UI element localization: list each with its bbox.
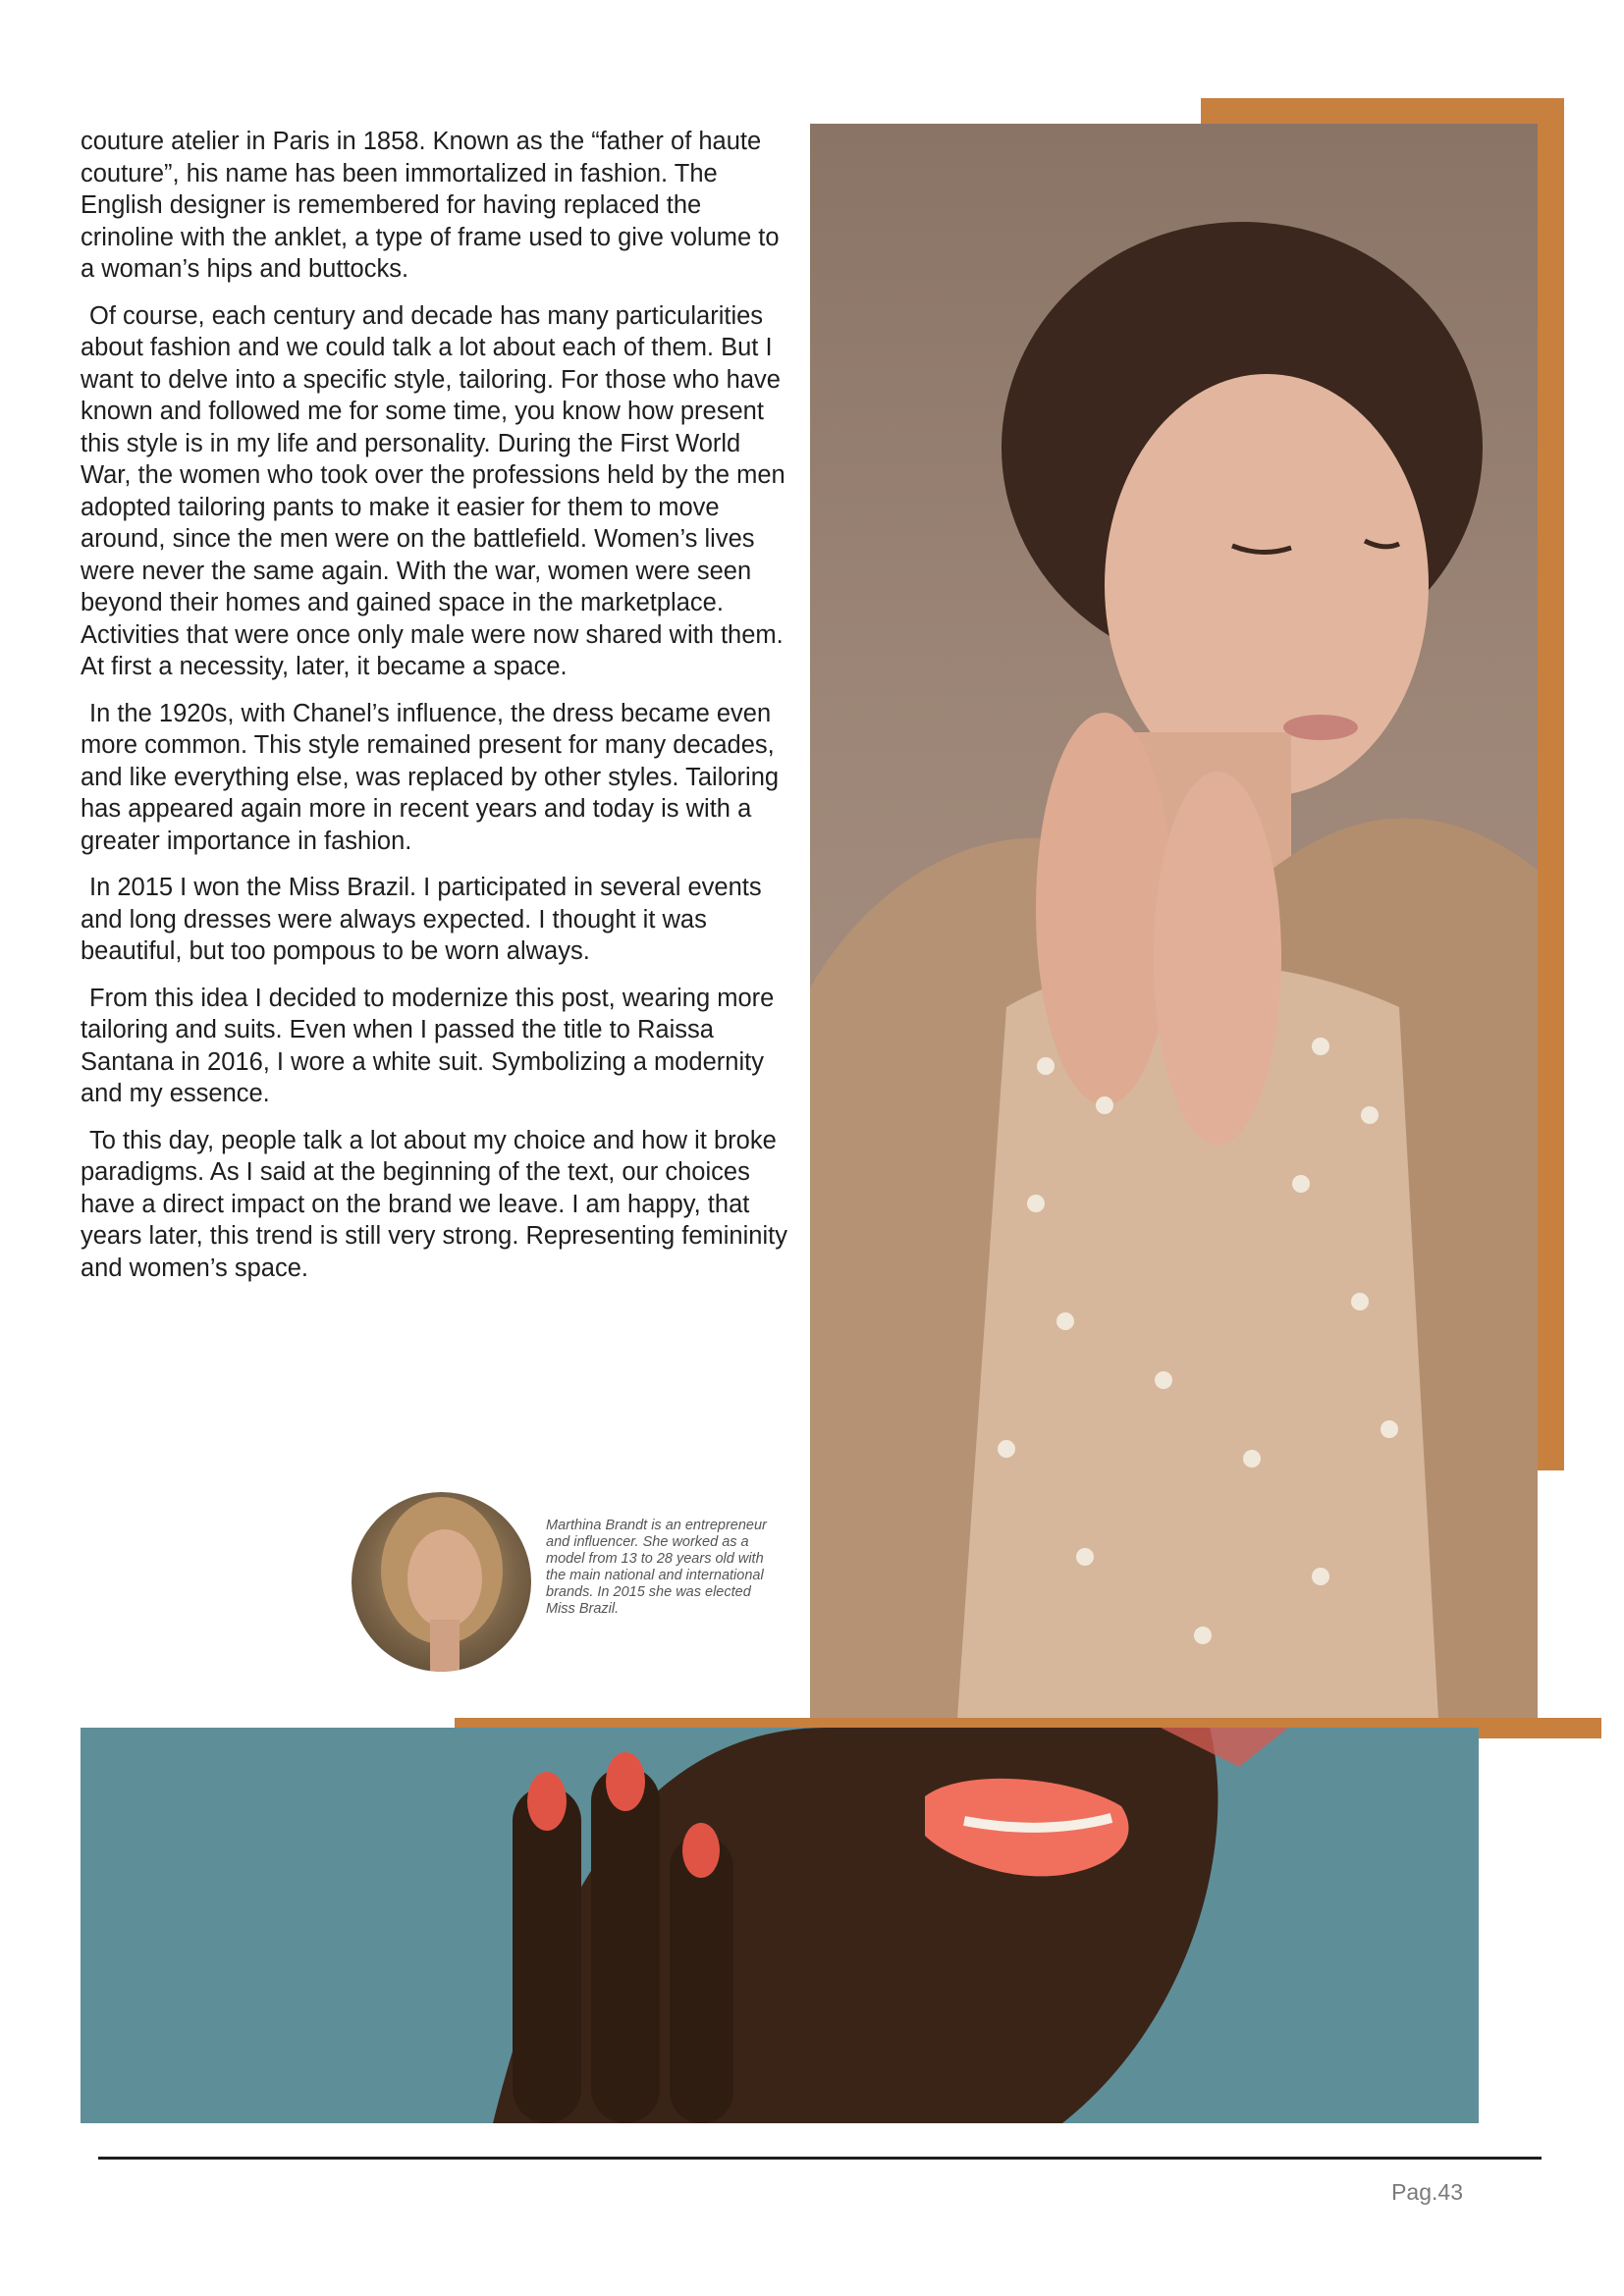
article-paragraph: To this day, people talk a lot about my choice and how it broke paradigms. As I said at the beginning of the text, our choices have a direct impact on the brand we leave. I am happy, that years later, this trend is still very strong. Representing femininity and women’s space. [81,1126,787,1282]
article-paragraph: In 2015 I won the Miss Brazil. I participated in several events and long dresses were always expected. I thought it was beautiful, but too pompous to be worn always. [81,874,762,965]
article-paragraph: In the 1920s, with Chanel’s influence, the dress became even more common. This style remained present for many decades, and like everything else, was replaced by other styles. Tailoring has appeared again more in recent years and today is with a greater importance in fashion. [81,699,780,855]
author-avatar [352,1492,531,1672]
author-bio: Marthina Brandt is an entrepreneur and influencer. She worked as a model from 13 to 28 years old with the main national and international brands. In 2015 she was elected Miss Brazil. [546,1518,767,1617]
footer-divider [98,2157,1542,2160]
lips-closeup-photo [81,1728,1479,2123]
woman-portrait-photo [810,124,1538,1719]
article-paragraph: Of course, each century and decade has many particularities about fashion and we could talk a lot about each of them. But I want to delve into a specific style, tailoring. For those who have known and followed me for some time, you know how present this style is in my life and personality. During the First World War, the women who took over the professions held by the men adopted tailoring pants to make it easier for them to move around, since the men were on the battlefield. Women’s lives were never the same again. With the war, women were seen beyond their homes and gained space in the marketplace. Activities that were once only male were now shared with them. At first a necessity, later, it became a space. [81,301,785,680]
page-number: Pag.43 [1391,2179,1463,2205]
article-paragraph: From this idea I decided to modernize this post, wearing more tailoring and suits. Even when I passed the title to Raissa Santana in 2016, I wore a white suit. Symbolizing a modernity and my essence. [81,984,775,1107]
article-body [81,126,787,1299]
article-paragraph: couture atelier in Paris in 1858. Known as the “father of haute couture”, his name has been immortalized in fashion. The English designer is remembered for having replaced the crinoline with the anklet, a type of frame used to give volume to a woman’s hips and buttocks. [81,128,780,283]
